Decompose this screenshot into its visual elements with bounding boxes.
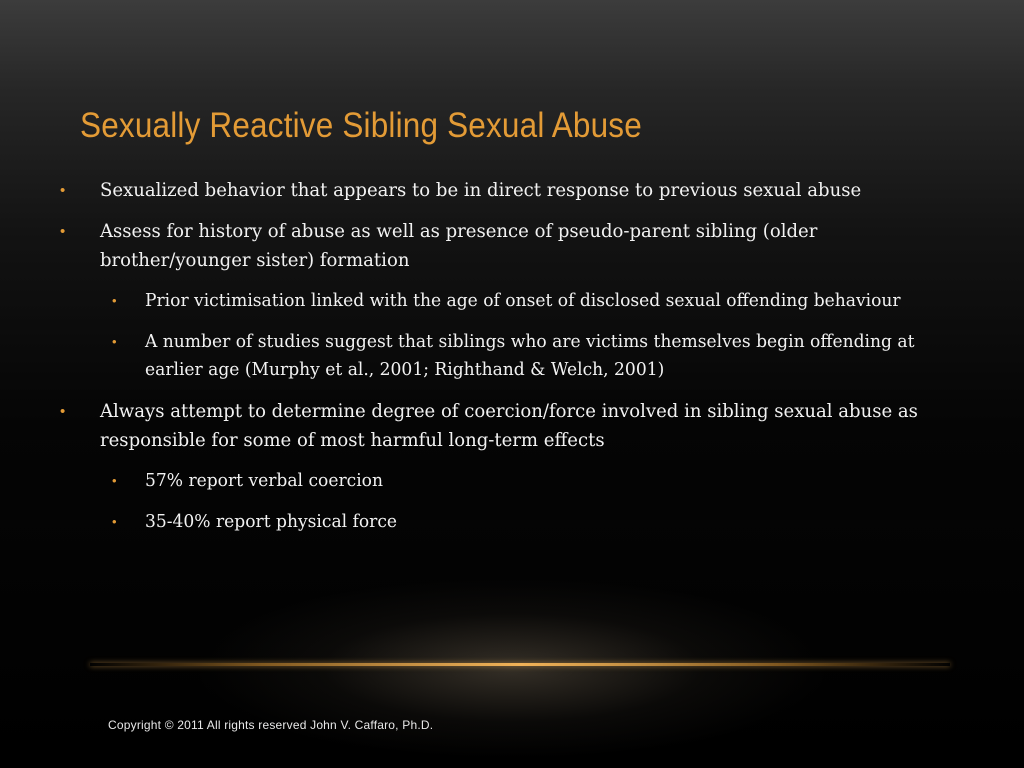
- sub-bullet-item: [60, 508, 980, 536]
- decorative-divider: [90, 663, 950, 666]
- bullet-text: 35-40% report physical force: [145, 511, 398, 532]
- sub-bullet-item: [60, 287, 980, 315]
- bullet-item: [60, 397, 980, 455]
- bullet-marker: •: [112, 473, 117, 488]
- bullet-marker: •: [60, 223, 66, 240]
- bullet-text: Prior victimisation linked with the age of onset of disclosed sexual offending behaviour: [145, 290, 901, 311]
- sub-bullet-item: [60, 467, 980, 495]
- bullet-item: [60, 176, 980, 205]
- bullet-item: [60, 217, 980, 275]
- bullet-text: Assess for history of abuse as well as presence of pseudo-parent sibling (older brother/younger sister) formation: [100, 220, 818, 271]
- slide-title: Sexually Reactive Sibling Sexual Abuse: [80, 106, 642, 145]
- bullet-text: Sexualized behavior that appears to be in direct response to previous sexual abuse: [100, 179, 862, 201]
- sub-bullet-item: [60, 328, 980, 384]
- bullet-text: 57% report verbal coercion: [145, 470, 383, 491]
- bullet-marker: •: [112, 293, 117, 308]
- bullet-list: [60, 176, 980, 549]
- bullet-marker: •: [112, 514, 117, 529]
- bullet-marker: •: [60, 182, 66, 199]
- copyright-footer: Copyright © 2011 All rights reserved John V. Caffaro, Ph.D.: [108, 718, 434, 732]
- bullet-text: Always attempt to determine degree of coercion/force involved in sibling sexual abuse as responsible for some of most harmful long-term effects: [100, 400, 918, 451]
- bullet-marker: •: [60, 403, 66, 420]
- bullet-marker: •: [112, 334, 117, 349]
- bullet-text: A number of studies suggest that siblings who are victims themselves begin offending at earlier age (Murphy et al., 2001; Righthand & Welch, 2001): [145, 331, 915, 380]
